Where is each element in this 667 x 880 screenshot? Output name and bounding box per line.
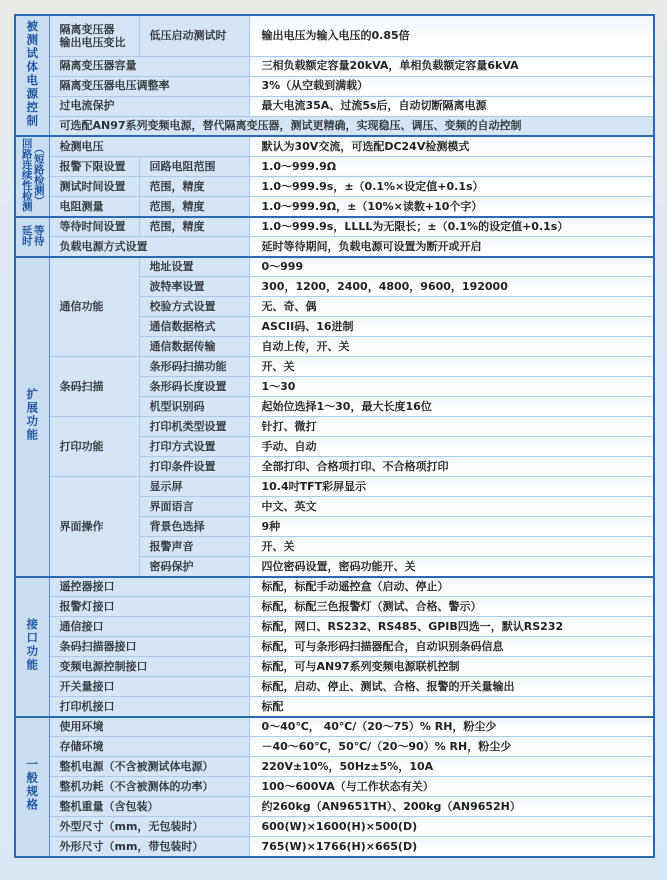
spec-label: 测试时间设置 xyxy=(49,176,139,196)
spec-sublabel: 范围，精度 xyxy=(139,197,249,217)
spec-value: 1～30 xyxy=(249,377,654,397)
category-label: 接口功能 xyxy=(25,618,40,673)
spec-value: 600(W)×1600(H)×500(D) xyxy=(249,817,654,837)
spec-label: 打印条件设置 xyxy=(139,457,249,477)
spec-label: 密码保护 xyxy=(139,557,249,577)
spec-value: 三相负载额定容量20kVA，单相负载额定容量6kVA xyxy=(249,56,654,76)
spec-label: 校验方式设置 xyxy=(139,297,249,317)
table-row xyxy=(15,677,654,697)
spec-label: 条形码长度设置 xyxy=(139,377,249,397)
table-row xyxy=(15,176,654,196)
spec-label: 打印机接口 xyxy=(49,697,249,717)
table-row xyxy=(15,257,654,277)
spec-value: 100～600VA（与工作状态有关） xyxy=(249,777,654,797)
category-general-specs xyxy=(15,717,49,857)
spec-value: 标配，启动、停止、测试、合格、报警的开关量输出 xyxy=(249,677,654,697)
spec-label: 打印机类型设置 xyxy=(139,417,249,437)
category-label-secondary: 等待 xyxy=(32,224,45,246)
category-loop-continuity xyxy=(15,136,49,217)
spec-label: 外形尺寸（mm，带包装时） xyxy=(49,837,249,857)
spec-label: 电阻测量 xyxy=(49,197,139,217)
category-label-pair xyxy=(21,138,44,212)
spec-label: 显示屏 xyxy=(139,477,249,497)
spec-value: 开、关 xyxy=(249,537,654,557)
spec-value: 四位密码设置，密码功能开、关 xyxy=(249,557,654,577)
spec-label: 整机功耗（不含被测体的功率） xyxy=(49,777,249,797)
spec-label: 背景色选择 xyxy=(139,517,249,537)
spec-value: 1.0～999.9Ω xyxy=(249,156,654,176)
spec-label: 外型尺寸（mm，无包装时） xyxy=(49,817,249,837)
spec-value: 默认为30V交流，可选配DC24V检测模式 xyxy=(249,136,654,156)
spec-value: 标配，可与条形码扫描器配合，自动识别条码信息 xyxy=(249,637,654,657)
spec-label: 报警声音 xyxy=(139,537,249,557)
spec-label-line2: 输出电压变比 xyxy=(59,35,126,49)
table-row xyxy=(15,617,654,637)
spec-label: 检测电压 xyxy=(49,136,249,156)
group-label-communication: 通信功能 xyxy=(49,257,139,357)
table-row xyxy=(15,777,654,797)
spec-value: 针打、微打 xyxy=(249,417,654,437)
spec-value: 220V±10%，50Hz±5%，10A xyxy=(249,757,654,777)
group-label-print: 打印功能 xyxy=(49,417,139,477)
table-row xyxy=(15,817,654,837)
group-label-barcode: 条码扫描 xyxy=(49,357,139,417)
table-row xyxy=(15,797,654,817)
spec-label: 遥控器接口 xyxy=(49,577,249,597)
spec-label: 隔离变压器容量 xyxy=(49,56,249,76)
spec-label: 整机重量（含包装） xyxy=(49,797,249,817)
spec-value: 约260kg（AN9651TH）、200kg（AN9652H） xyxy=(249,797,654,817)
spec-label: 机型识别码 xyxy=(139,397,249,417)
group-label-ui: 界面操作 xyxy=(49,477,139,577)
spec-label: 开关量接口 xyxy=(49,677,249,697)
spec-sublabel: 低压启动测试时 xyxy=(139,15,249,56)
table-row xyxy=(15,96,654,116)
category-label: 被测试体电源控制 xyxy=(25,19,40,128)
table-row xyxy=(15,76,654,96)
table-row xyxy=(15,237,654,257)
spec-value: 中文、英文 xyxy=(249,497,654,517)
table-row xyxy=(15,217,654,237)
spec-label-line1: 隔离变压器 xyxy=(59,22,115,36)
category-interface-functions xyxy=(15,577,49,717)
table-row xyxy=(15,737,654,757)
spec-label xyxy=(49,15,139,56)
spec-value: 765(W)×1766(H)×665(D) xyxy=(249,837,654,857)
spec-label: 隔离变压器电压调整率 xyxy=(49,76,249,96)
spec-value: 输出电压为输入电压的0.85倍 xyxy=(249,15,654,56)
spec-value: 无、奇、偶 xyxy=(249,297,654,317)
table-row xyxy=(15,757,654,777)
spec-value: 1.0～999.9s，±（0.1%×设定值+0.1s） xyxy=(249,176,654,196)
spec-value: 300，1200，2400，4800，9600，192000 xyxy=(249,277,654,297)
spec-value: 标配 xyxy=(249,697,654,717)
table-row xyxy=(15,197,654,217)
spec-label: 打印方式设置 xyxy=(139,437,249,457)
spec-label: 存储环境 xyxy=(49,737,249,757)
table-row xyxy=(15,156,654,176)
category-label: 延时 xyxy=(20,224,33,246)
table-row xyxy=(15,136,654,156)
spec-value: 标配，标配手动遥控盒（启动、停止） xyxy=(249,577,654,597)
table-row xyxy=(15,577,654,597)
spec-label: 条码扫描器接口 xyxy=(49,637,249,657)
spec-sublabel: 范围，精度 xyxy=(139,217,249,237)
spec-label: 报警灯接口 xyxy=(49,597,249,617)
table-row xyxy=(15,56,654,76)
spec-note: 可选配AN97系列变频电源，替代隔离变压器，测试更精确，实现稳压、调压、变频的自动控制 xyxy=(49,116,654,136)
spec-label: 变频电源控制接口 xyxy=(49,657,249,677)
spec-value: 标配，可与AN97系列变频电源联机控制 xyxy=(249,657,654,677)
spec-value: 0～999 xyxy=(249,257,654,277)
category-label-pair xyxy=(21,225,44,246)
table-row xyxy=(15,637,654,657)
table-row xyxy=(15,417,654,437)
spec-label: 界面语言 xyxy=(139,497,249,517)
spec-value: 10.4吋TFT彩屏显示 xyxy=(249,477,654,497)
spec-value: 自动上传，开、关 xyxy=(249,337,654,357)
spec-value: 手动、自动 xyxy=(249,437,654,457)
spec-value: 1.0～999.9s，LLLL为无限长；±（0.1%的设定值+0.1s） xyxy=(249,217,654,237)
category-label: 一般规格 xyxy=(25,758,40,813)
table-row xyxy=(15,357,654,377)
spec-value: 全部打印、合格项打印、不合格项打印 xyxy=(249,457,654,477)
category-label: 扩展功能 xyxy=(25,388,40,443)
spec-label: 通信接口 xyxy=(49,617,249,637)
spec-label: 使用环境 xyxy=(49,717,249,737)
table-row xyxy=(15,697,654,717)
spec-table xyxy=(14,14,655,858)
table-row xyxy=(15,477,654,497)
table-row xyxy=(15,717,654,737)
spec-label: 通信数据传输 xyxy=(139,337,249,357)
table-row xyxy=(15,116,654,136)
spec-label: 报警下限设置 xyxy=(49,156,139,176)
table-row xyxy=(15,597,654,617)
spec-value: 3%（从空载到满载） xyxy=(249,76,654,96)
spec-label: 条形码扫描功能 xyxy=(139,357,249,377)
category-power-control xyxy=(15,15,49,136)
spec-label: 波特率设置 xyxy=(139,277,249,297)
spec-sublabel: 范围，精度 xyxy=(139,176,249,196)
category-label: 回路连续性检测 xyxy=(20,138,33,212)
category-extended-functions xyxy=(15,257,49,577)
spec-value: －40～60℃，50℃/（20～90）% RH，粉尘少 xyxy=(249,737,654,757)
spec-value: 延时等待期间，负载电源可设置为断开或开启 xyxy=(249,237,654,257)
spec-label: 地址设置 xyxy=(139,257,249,277)
spec-label: 负载电源方式设置 xyxy=(49,237,249,257)
spec-value: 0～40℃， 40℃/（20～75）% RH，粉尘少 xyxy=(249,717,654,737)
table-row xyxy=(15,15,654,56)
spec-label: 整机电源（不含被测试体电源） xyxy=(49,757,249,777)
spec-value: 标配，标配三色报警灯（测试、合格、警示） xyxy=(249,597,654,617)
spec-label: 过电流保护 xyxy=(49,96,249,116)
spec-label: 通信数据格式 xyxy=(139,317,249,337)
table-row xyxy=(15,657,654,677)
spec-value: ASCII码、16进制 xyxy=(249,317,654,337)
table-row xyxy=(15,837,654,857)
spec-value: 起始位选择1～30，最大长度16位 xyxy=(249,397,654,417)
spec-value: 9种 xyxy=(249,517,654,537)
spec-value: 标配，网口、RS232、RS485、GPIB四选一，默认RS232 xyxy=(249,617,654,637)
category-label-secondary: （短路检测） xyxy=(32,143,45,207)
spec-sublabel: 回路电阻范围 xyxy=(139,156,249,176)
spec-label: 等待时间设置 xyxy=(49,217,139,237)
category-delay-wait xyxy=(15,217,49,257)
spec-value: 最大电流35A、过流5s后，自动切断隔离电源 xyxy=(249,96,654,116)
spec-value: 开、关 xyxy=(249,357,654,377)
spec-value: 1.0～999.9Ω，±（10%×读数+10个字） xyxy=(249,197,654,217)
